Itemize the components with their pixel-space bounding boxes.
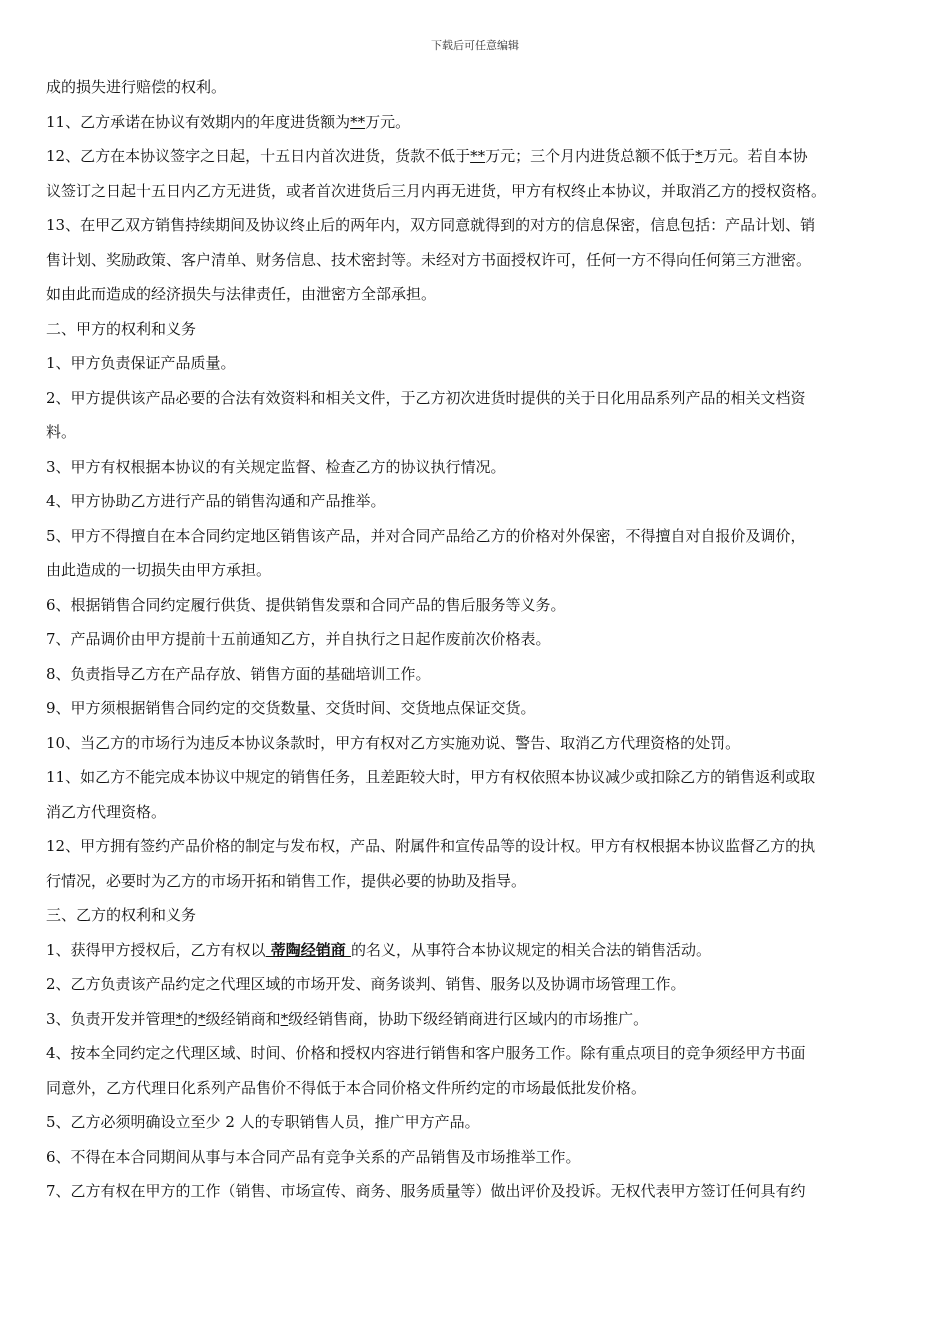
section-heading-2: 二、甲方的权利和义务 bbox=[46, 319, 197, 338]
party-b-clause-6: 6、不得在本合同期间从事与本合同产品有竞争关系的产品销售及市场推举工作。 bbox=[46, 1147, 581, 1166]
paragraph: 如由此而造成的经济损失与法律责任，由泄密方全部承担。 bbox=[46, 285, 437, 303]
party-a-clause-3: 3、甲方有权根据本协议的有关规定监督、检查乙方的协议执行情况。 bbox=[46, 457, 506, 476]
party-a-clause-7: 7、产品调价由甲方提前十五前通知乙方，并自执行之日起作废前次价格表。 bbox=[46, 630, 551, 648]
paragraph: 由此造成的一切损失由甲方承担。 bbox=[46, 561, 272, 579]
blank-field: ** bbox=[350, 112, 366, 131]
blank-field: ** bbox=[470, 147, 486, 165]
party-a-clause-10: 10、当乙方的市场行为违反本协议条款时，甲方有权对乙方实施劝说、警告、取消乙方代理资格的处罚。 bbox=[46, 733, 741, 752]
paragraph: 同意外，乙方代理日化系列产品售价不得低于本合同价格文件所约定的市场最低批发价格。 bbox=[46, 1078, 647, 1097]
party-a-clause-2: 2、甲方提供该产品必要的合法有效资料和相关文件，于乙方初次进货时提供的关于日化用品系列产品的相关文档资 bbox=[46, 388, 806, 407]
dealer-name: 蒂陶经销商 bbox=[265, 940, 351, 959]
clause-13: 13、在甲乙双方销售持续期间及协议终止后的两年内，双方同意就得到的对方的信息保密，信息包括：产品计划、销 bbox=[46, 216, 816, 234]
party-a-clause-12: 12、甲方拥有签约产品价格的制定与发布权，产品、附属件和宣传品等的设计权。甲方有权根据本协议监督乙方的执 bbox=[46, 837, 816, 855]
clause-12: 12、乙方在本协议签字之日起，十五日内首次进货，货款不低于**万元；三个月内进货总额不低于*万元。若自本协 bbox=[46, 147, 808, 165]
clause-11: 11、乙方承诺在协议有效期内的年度进货额为**万元。 bbox=[46, 112, 411, 131]
party-b-clause-5: 5、乙方必须明确设立至少 2 人的专职销售人员，推广甲方产品。 bbox=[46, 1113, 480, 1131]
paragraph: 售计划、奖励政策、客户清单、财务信息、技术密封等。未经对方书面授权许可，任何一方不得向任何第三方泄密。 bbox=[46, 250, 812, 269]
party-a-clause-4: 4、甲方协助乙方进行产品的销售沟通和产品推举。 bbox=[46, 492, 386, 510]
party-a-clause-11: 11、如乙方不能完成本协议中规定的销售任务，且差距较大时，甲方有权依照本协议减少或扣除乙方的销售返利或取 bbox=[46, 768, 816, 786]
page-header: 下载后可任意编辑 bbox=[431, 39, 519, 52]
party-b-clause-7: 7、乙方有权在甲方的工作（销售、市场宣传、商务、服务质量等）做出评价及投诉。无权代表甲方签订任何具有约 bbox=[46, 1182, 806, 1200]
blank-field: * bbox=[175, 1009, 184, 1028]
paragraph: 料。 bbox=[46, 423, 77, 441]
section-heading-3: 三、乙方的权利和义务 bbox=[46, 906, 197, 924]
paragraph: 行情况，必要时为乙方的市场开拓和销售工作，提供必要的协助及指导。 bbox=[46, 871, 527, 890]
paragraph: 消乙方代理资格。 bbox=[46, 802, 167, 821]
party-b-clause-3: 3、负责开发并管理*的*级经销商和*级经销售商，协助下级经销商进行区域内的市场推广。 bbox=[46, 1009, 649, 1028]
party-a-clause-1: 1、甲方负责保证产品质量。 bbox=[46, 354, 236, 372]
document-body bbox=[46, 70, 908, 1209]
party-b-clause-4: 4、按本全同约定之代理区域、时间、价格和授权内容进行销售和客户服务工作。除有重点项目的竞争须经甲方书面 bbox=[46, 1044, 806, 1062]
party-b-clause-2: 2、乙方负责该产品约定之代理区域的市场开发、商务谈判、销售、服务以及协调市场管理工作。 bbox=[46, 975, 686, 993]
blank-field: * bbox=[280, 1009, 289, 1028]
blank-field: * bbox=[695, 147, 703, 165]
party-a-clause-9: 9、甲方须根据销售合同约定的交货数量、交货时间、交货地点保证交货。 bbox=[46, 699, 536, 717]
party-a-clause-8: 8、负责指导乙方在产品存放、销售方面的基础培训工作。 bbox=[46, 664, 431, 683]
party-a-clause-5: 5、甲方不得擅自在本合同约定地区销售该产品，并对合同产品给乙方的价格对外保密，不得擅自对自报价及调价， bbox=[46, 526, 806, 545]
party-a-clause-6: 6、根据销售合同约定履行供货、提供销售发票和合同产品的售后服务等义务。 bbox=[46, 595, 566, 614]
blank-field: * bbox=[198, 1009, 206, 1028]
party-b-clause-1: 1、获得甲方授权后，乙方有权以 蒂陶经销商 的名义，从事符合本协议规定的相关合法的销售活动。 bbox=[46, 940, 712, 959]
paragraph: 议签订之日起十五日内乙方无进货，或者首次进货后三月内再无进货，甲方有权终止本协议，并取消乙方的授权资格。 bbox=[46, 181, 827, 200]
paragraph: 成的损失进行赔偿的权利。 bbox=[46, 78, 227, 96]
